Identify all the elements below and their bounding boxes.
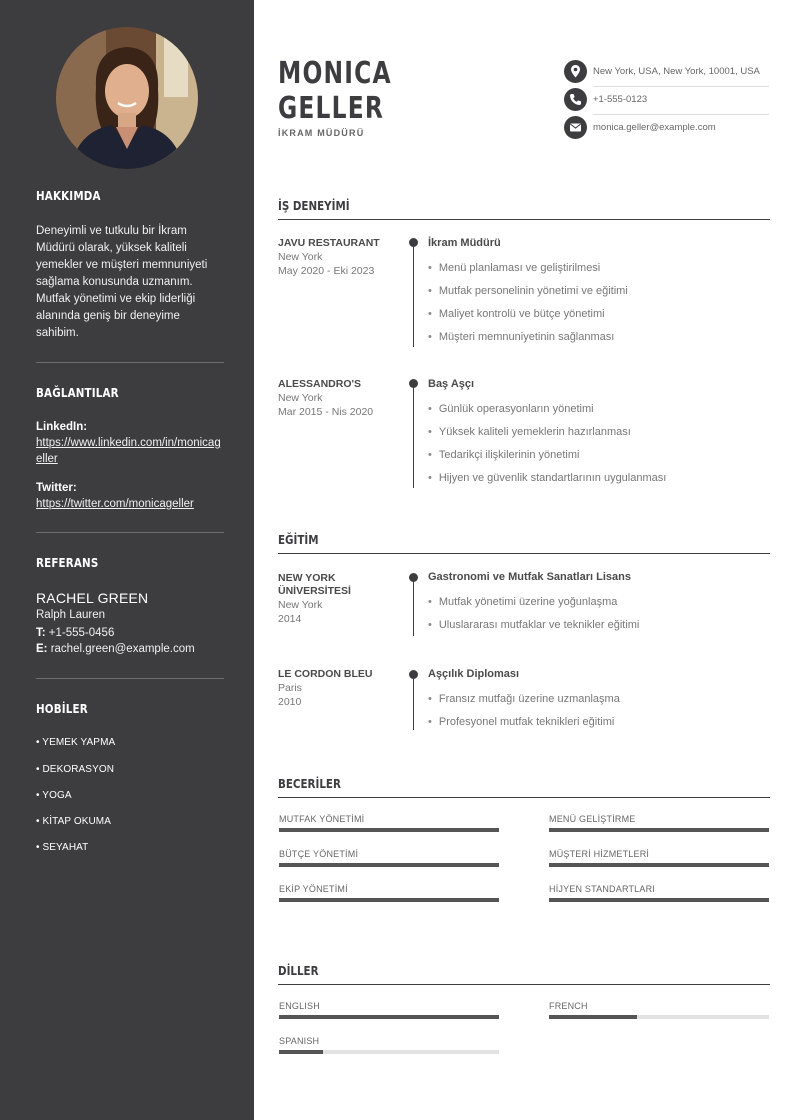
- education-bullet: • Fransız mutfağı üzerine uzmanlaşma: [428, 693, 620, 705]
- contact-email: [564, 116, 769, 141]
- language-name: FRENCH: [549, 1001, 588, 1011]
- profile-photo-image: [56, 27, 198, 169]
- contact-divider: [593, 114, 769, 115]
- timeline-dot: [409, 379, 418, 388]
- twitter-label: Twitter:: [36, 482, 77, 494]
- skill-bar: [549, 863, 769, 867]
- skill-bar-fill: [279, 863, 499, 867]
- skill-bar: [279, 828, 499, 832]
- skill-name: BÜTÇE YÖNETİMİ: [279, 849, 359, 859]
- education-location: Paris: [278, 682, 302, 694]
- timeline-dot: [409, 573, 418, 582]
- hobbies-heading: HOBİLER: [36, 702, 88, 716]
- education-bullet: • Uluslararası mutfaklar ve teknikler eğitimi: [428, 619, 639, 631]
- skill-bar: [549, 828, 769, 832]
- skill-bar-fill: [549, 898, 769, 902]
- twitter-link[interactable]: https://twitter.com/monicageller: [36, 498, 194, 510]
- language-bar: [549, 1015, 769, 1019]
- reference-phone: [36, 627, 114, 639]
- last-name: GELLER: [278, 91, 385, 126]
- profile-photo: [56, 27, 198, 169]
- skill-bar: [279, 898, 499, 902]
- section-rule: [278, 984, 770, 985]
- experience-role: Baş Aşçı: [428, 378, 475, 390]
- section-rule: [278, 553, 770, 554]
- contact-divider: [593, 86, 769, 87]
- timeline-dot: [409, 238, 418, 247]
- skill-bar-fill: [549, 828, 769, 832]
- hobby-item: • KİTAP OKUMA: [36, 816, 112, 827]
- experience-dates: Mar 2015 - Nis 2020: [278, 406, 374, 418]
- section-rule: [278, 797, 770, 798]
- skill-bar-fill: [279, 898, 499, 902]
- experience-role: İkram Müdürü: [428, 237, 501, 249]
- language-bar: [279, 1015, 499, 1019]
- reference-phone-value: +1-555-0456: [48, 627, 115, 639]
- timeline-dot: [409, 670, 418, 679]
- skill-bar: [279, 863, 499, 867]
- hobby-item: • DEKORASYON: [36, 764, 115, 775]
- timeline-line: [413, 383, 414, 488]
- education-degree: Aşçılık Diploması: [428, 668, 520, 680]
- education-degree: Gastronomi ve Mutfak Sanatları Lisans: [428, 571, 631, 583]
- reference-name: RACHEL GREEN: [36, 590, 149, 606]
- contact-phone-text: +1-555-0123: [593, 94, 648, 105]
- sidebar-divider: [36, 362, 224, 363]
- hobby-item: • SEYAHAT: [36, 842, 89, 853]
- experience-dates: May 2020 - Eki 2023: [278, 265, 375, 277]
- contact-phone: [564, 88, 769, 113]
- experience-bullet: • Menü planlaması ve geliştirilmesi: [428, 262, 600, 274]
- languages-heading: DİLLER: [278, 964, 319, 978]
- skill-bar: [549, 898, 769, 902]
- linkedin-label: LinkedIn:: [36, 421, 88, 433]
- reference-heading: REFERANS: [36, 556, 99, 570]
- skills-heading: BECERİLER: [278, 777, 341, 791]
- experience-bullet: • Yüksek kaliteli yemeklerin hazırlanması: [428, 426, 631, 438]
- reference-phone-label: T:: [36, 627, 46, 639]
- sidebar-divider: [36, 532, 224, 533]
- timeline-line: [413, 576, 414, 636]
- timeline-line: [413, 242, 414, 347]
- education-dates: 2010: [278, 696, 302, 708]
- experience-bullet: • Hijyen ve güvenlik standartlarının uygulanması: [428, 472, 666, 484]
- experience-bullet: • Maliyet kontrolü ve bütçe yönetimi: [428, 308, 605, 320]
- language-name: ENGLISH: [279, 1001, 320, 1011]
- timeline-line: [413, 673, 414, 730]
- reference-email-label: E:: [36, 643, 48, 655]
- language-bar-fill: [549, 1015, 637, 1019]
- language-bar: [279, 1050, 499, 1054]
- education-dates: 2014: [278, 613, 302, 625]
- email-icon: [564, 116, 587, 139]
- skill-name: HİJYEN STANDARTLARI: [549, 884, 655, 894]
- sidebar: [0, 0, 254, 1120]
- sidebar-divider: [36, 678, 224, 679]
- about-text: Deneyimli ve tutkulu bir İkram Müdürü olarak, yüksek kaliteli yemekler ve müşteri memnuniyeti sağlama konusunda uzmanım. Mutfak yönetimi ve ekip liderliği alanında geniş bir deneyime sahibim.: [36, 225, 208, 339]
- hobby-item: • YEMEK YAPMA: [36, 737, 116, 748]
- experience-location: New York: [278, 251, 323, 263]
- skill-bar-fill: [549, 863, 769, 867]
- experience-bullet: • Mutfak personelinin yönetimi ve eğitimi: [428, 285, 628, 297]
- education-bullet: • Profesyonel mutfak teknikleri eğitimi: [428, 716, 614, 728]
- links-heading: BAĞLANTILAR: [36, 386, 119, 400]
- phone-icon: [564, 88, 587, 111]
- experience-org: JAVU RESTAURANT: [278, 237, 380, 249]
- experience-bullet: • Tedarikçi ilişkilerinin yönetimi: [428, 449, 579, 461]
- education-location: New York: [278, 599, 323, 611]
- contact-location: [564, 60, 769, 85]
- about-heading: HAKKIMDA: [36, 189, 101, 203]
- section-rule: [278, 219, 770, 220]
- skill-name: MUTFAK YÖNETİMİ: [279, 814, 365, 824]
- contact-email-text: monica.geller@example.com: [593, 122, 716, 133]
- reference-email-value: rachel.green@example.com: [50, 643, 195, 655]
- language-bar-fill: [279, 1015, 499, 1019]
- experience-org: ALESSANDRO'S: [278, 378, 362, 390]
- reference-company: Ralph Lauren: [36, 609, 106, 621]
- experience-bullet: • Günlük operasyonların yönetimi: [428, 403, 594, 415]
- location-icon: [564, 60, 587, 83]
- first-name: MONICA: [278, 56, 392, 91]
- skill-name: EKİP YÖNETİMİ: [279, 884, 348, 894]
- language-name: SPANISH: [279, 1036, 320, 1046]
- education-org: NEW YORK ÜNİVERSİTESİ: [278, 572, 351, 597]
- linkedin-link[interactable]: https://www.linkedin.com/in/monicageller: [36, 437, 221, 465]
- hobby-item: • YOGA: [36, 790, 72, 801]
- education-bullet: • Mutfak yönetimi üzerine yoğunlaşma: [428, 596, 617, 608]
- education-org: LE CORDON BLEU: [278, 668, 373, 680]
- language-bar-fill: [279, 1050, 323, 1054]
- skill-bar-fill: [279, 828, 499, 832]
- skill-name: MENÜ GELİŞTİRME: [549, 814, 636, 824]
- experience-heading: İŞ DENEYİMİ: [278, 199, 350, 213]
- experience-location: New York: [278, 392, 323, 404]
- job-title: İKRAM MÜDÜRÜ: [278, 128, 365, 138]
- contact-location-text: New York, USA, New York, 10001, USA: [593, 66, 760, 77]
- education-heading: EĞİTİM: [278, 533, 319, 547]
- reference-email: [36, 643, 195, 655]
- experience-bullet: • Müşteri memnuniyetinin sağlanması: [428, 331, 614, 343]
- skill-name: MÜŞTERİ HİZMETLERİ: [549, 849, 650, 859]
